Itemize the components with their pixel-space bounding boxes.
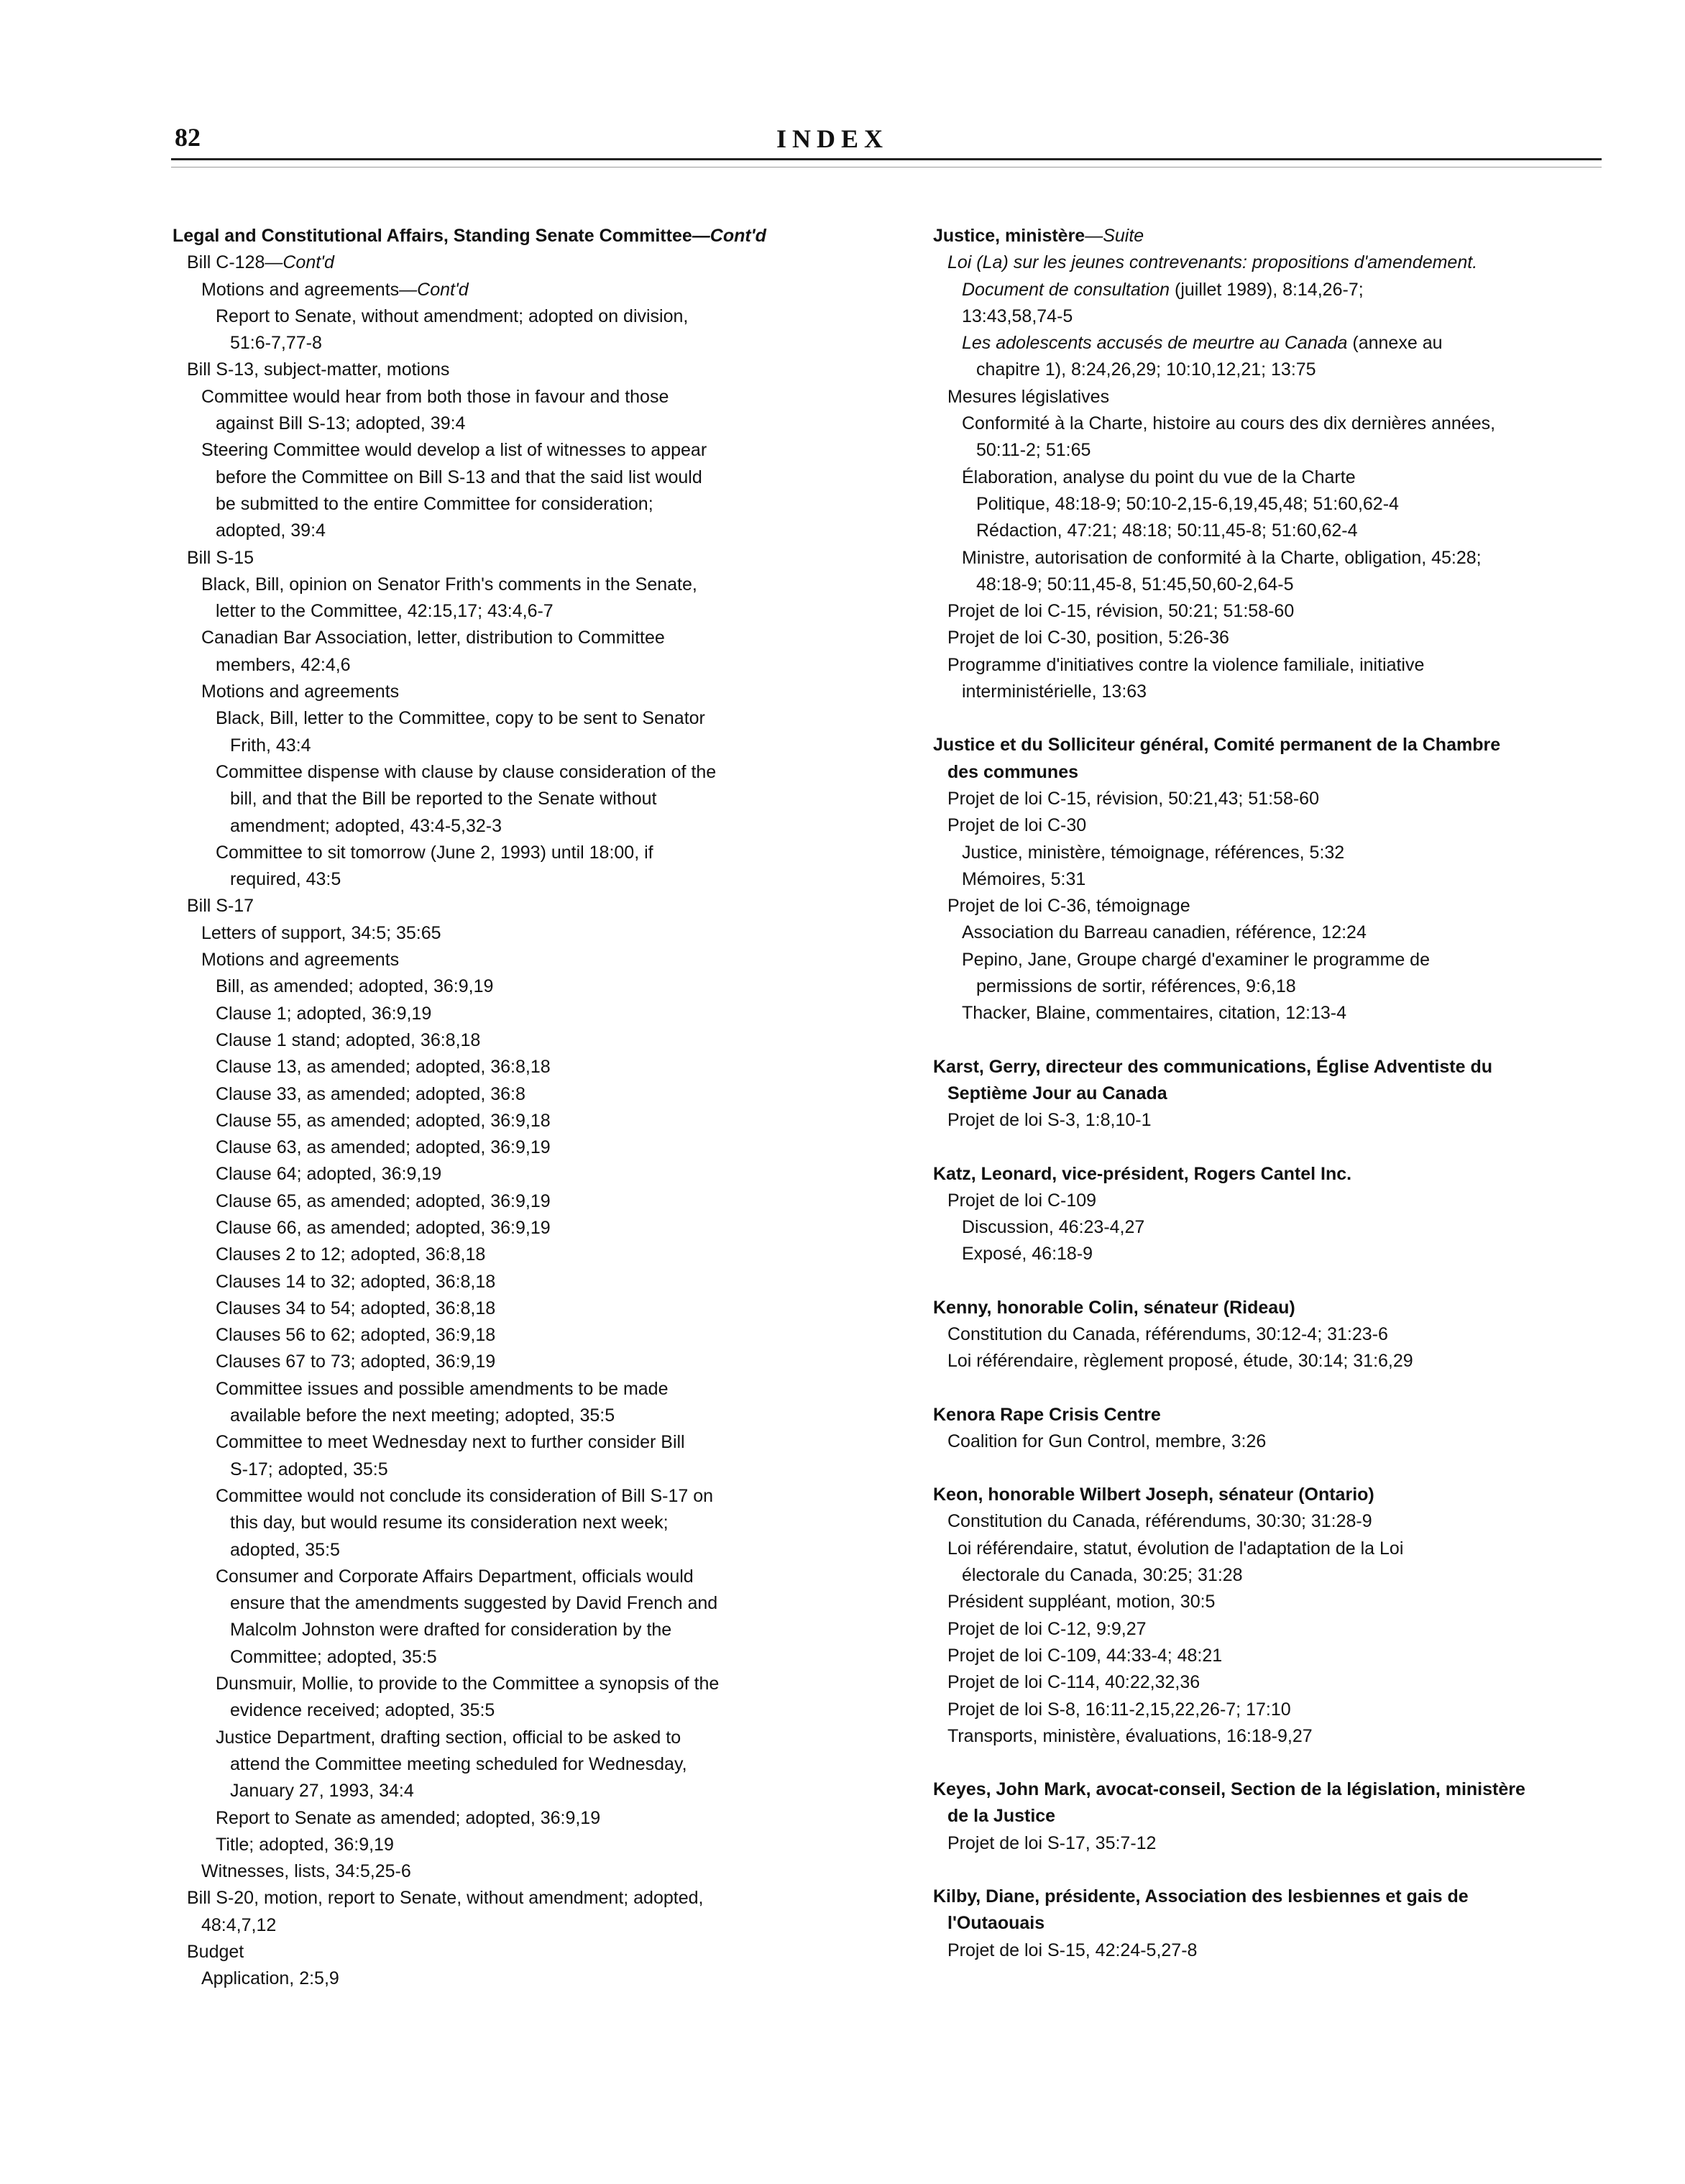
index-text: Clauses 67 to 73; adopted, 36:9,19 — [216, 1352, 496, 1372]
index-subentry — [173, 1161, 848, 1188]
index-text: —Cont'd — [265, 252, 334, 273]
index-text: Steering Committee would develop a list of witnesses to appear — [201, 440, 707, 461]
index-text: against Bill S-13; adopted, 39:4 — [216, 413, 466, 434]
index-text: January 27, 1993, 34:4 — [230, 1781, 414, 1802]
index-text: Clause 64; adopted, 36:9,19 — [216, 1164, 442, 1185]
index-text: S-17; adopted, 35:5 — [230, 1459, 388, 1479]
index-text: Projet de loi S-3, 1:8,10-1 — [947, 1110, 1152, 1131]
index-text: —Cont'd — [692, 226, 766, 246]
index-subentry — [933, 1589, 1602, 1615]
index-subentry — [933, 625, 1602, 651]
index-text: Élaboration, analyse du point du vue de la Charte — [962, 467, 1356, 487]
index-text: Application, 2:5,9 — [201, 1968, 339, 1989]
index-text: 48:4,7,12 — [201, 1914, 277, 1935]
index-heading — [933, 1776, 1602, 1803]
index-subentry — [173, 786, 848, 812]
index-text: Conformité à la Charte, histoire au cours des dix dernières années, — [962, 413, 1496, 434]
index-subentry — [173, 1912, 848, 1939]
index-text: Projet de loi C-30, position, 5:26-36 — [947, 628, 1229, 648]
index-heading — [933, 223, 1602, 249]
index-subentry — [173, 840, 848, 866]
index-subentry — [933, 679, 1602, 705]
index-subentry — [933, 893, 1602, 919]
index-text: Projet de loi C-36, témoignage — [947, 896, 1190, 917]
index-text: Clause 65, as amended; adopted, 36:9,19 — [216, 1190, 551, 1211]
index-text: Kenora Rape Crisis Centre — [933, 1404, 1161, 1425]
index-text: Pepino, Jane, Groupe chargé d'examiner le programme de — [962, 949, 1430, 970]
index-text: (juillet 1989), 8:14,26-7; — [1170, 279, 1364, 300]
index-subentry — [933, 464, 1602, 491]
index-subentry — [173, 625, 848, 651]
index-subentry — [173, 1322, 848, 1349]
index-text: Clauses 34 to 54; adopted, 36:8,18 — [216, 1298, 496, 1318]
index-heading — [933, 732, 1602, 758]
entry-spacer — [933, 705, 1602, 732]
index-text: Projet de loi C-109, 44:33-4; 48:21 — [947, 1645, 1223, 1666]
index-text: bill, and that the Bill be reported to the Senate without — [230, 789, 657, 809]
index-subentry — [173, 491, 848, 518]
index-text: Clauses 14 to 32; adopted, 36:8,18 — [216, 1271, 496, 1292]
index-subentry — [933, 652, 1602, 679]
index-text: Discussion, 46:23-4,27 — [962, 1217, 1145, 1238]
index-subentry — [933, 1107, 1602, 1134]
index-text: Les adolescents accusés de meurtre au Canada — [962, 333, 1348, 354]
index-text: (annexe au — [1347, 333, 1443, 354]
header-rule-thin — [171, 167, 1602, 168]
index-text: Committee to meet Wednesday next to further consider Bill — [216, 1432, 685, 1453]
index-text: Rédaction, 47:21; 48:18; 50:11,45-8; 51:60,62-4 — [976, 520, 1358, 541]
index-text: Bill C-128 — [187, 252, 265, 273]
index-subentry — [173, 1537, 848, 1564]
index-subentry — [933, 598, 1602, 625]
index-column-right — [933, 223, 1602, 1964]
entry-spacer — [933, 1375, 1602, 1402]
index-subentry — [933, 491, 1602, 518]
index-subentry — [173, 1725, 848, 1751]
index-subentry — [173, 1564, 848, 1590]
index-text: Kilby, Diane, présidente, Association des lesbiennes et gais de — [933, 1886, 1469, 1907]
index-subentry — [173, 759, 848, 786]
index-text: Motions and agreements — [201, 682, 400, 702]
index-subentry — [933, 1080, 1602, 1107]
index-text: Bill S-13, subject-matter, motions — [187, 359, 450, 380]
index-subentry — [933, 1214, 1602, 1241]
index-subentry — [173, 249, 848, 276]
index-text: —Suite — [1085, 226, 1144, 246]
index-text: Politique, 48:18-9; 50:10-2,15-6,19,45,48; 51:60,62-4 — [976, 493, 1399, 514]
index-text: attend the Committee meeting scheduled for Wednesday, — [230, 1753, 687, 1774]
index-subentry — [173, 705, 848, 732]
entry-spacer — [933, 1134, 1602, 1161]
index-subentry — [173, 464, 848, 491]
index-text: Committee issues and possible amendments to be made — [216, 1378, 669, 1399]
index-text: Transports, ministère, évaluations, 16:18-9,27 — [947, 1725, 1313, 1746]
index-subentry — [173, 1054, 848, 1080]
index-text: adopted, 35:5 — [230, 1539, 340, 1560]
index-text: Bill S-20, motion, report to Senate, without amendment; adopted, — [187, 1888, 704, 1909]
index-text: des communes — [947, 761, 1079, 782]
index-subentry — [173, 545, 848, 572]
index-text: Black, Bill, opinion on Senator Frith's comments in the Senate, — [201, 574, 697, 595]
index-text: Legal and Constitutional Affairs, Standing Senate Committee — [173, 226, 692, 246]
index-text: Canadian Bar Association, letter, distribution to Committee — [201, 628, 665, 648]
index-subentry — [933, 1562, 1602, 1589]
index-text: Clause 63, as amended; adopted, 36:9,19 — [216, 1137, 551, 1158]
index-subentry — [173, 277, 848, 303]
index-subentry — [173, 1001, 848, 1027]
index-text: 13:43,58,74-5 — [962, 306, 1073, 326]
index-text: Clause 55, as amended; adopted, 36:9,18 — [216, 1110, 551, 1131]
entry-spacer — [933, 1750, 1602, 1776]
index-text: Bill S-15 — [187, 547, 254, 568]
index-text: Projet de loi C-15, révision, 50:21,43; 51:58-60 — [947, 788, 1319, 809]
index-heading — [933, 1161, 1602, 1188]
index-text: adopted, 39:4 — [216, 520, 326, 541]
index-subentry — [173, 973, 848, 1000]
index-subentry — [933, 384, 1602, 410]
index-subentry — [933, 759, 1602, 786]
index-heading — [933, 1054, 1602, 1080]
index-subentry — [173, 572, 848, 598]
index-text: Justice, ministère, témoignage, références, 5:32 — [962, 842, 1345, 863]
index-text: l'Outaouais — [947, 1913, 1045, 1934]
index-subentry — [173, 437, 848, 464]
index-subentry — [173, 1108, 848, 1134]
index-subentry — [933, 1536, 1602, 1562]
index-subentry — [933, 1937, 1602, 1964]
index-subentry — [933, 545, 1602, 572]
index-text: before the Committee on Bill S-13 and that the said list would — [216, 467, 702, 487]
index-subentry — [933, 1428, 1602, 1455]
index-text: Clause 66, as amended; adopted, 36:9,19 — [216, 1217, 551, 1238]
index-text: letter to the Committee, 42:15,17; 43:4,6-7 — [216, 601, 554, 622]
index-subentry — [933, 1321, 1602, 1348]
index-subentry — [933, 840, 1602, 866]
index-subentry — [173, 330, 848, 357]
index-text: Keon, honorable Wilbert Joseph, sénateur (Ontario) — [933, 1485, 1374, 1505]
index-subentry — [173, 1832, 848, 1858]
index-subentry — [173, 1134, 848, 1161]
index-text: evidence received; adopted, 35:5 — [230, 1700, 495, 1721]
index-subentry — [933, 357, 1602, 383]
index-subentry — [173, 1590, 848, 1617]
index-text: Justice Department, drafting section, official to be asked to — [216, 1727, 681, 1748]
index-column-left — [173, 223, 848, 1993]
index-text: Consumer and Corporate Affairs Department, officials would — [216, 1566, 694, 1587]
index-subentry — [173, 679, 848, 705]
index-subentry — [933, 1910, 1602, 1937]
index-text: Thacker, Blaine, commentaires, citation, 12:13-4 — [962, 1003, 1346, 1024]
index-text: members, 42:4,6 — [216, 654, 351, 675]
index-text: Keyes, John Mark, avocat-conseil, Section de la législation, ministère — [933, 1779, 1525, 1800]
index-subentry — [173, 1939, 848, 1965]
index-subentry — [173, 1885, 848, 1912]
index-subentry — [173, 303, 848, 330]
index-text: 51:6-7,77-8 — [230, 333, 322, 354]
index-subentry — [173, 1295, 848, 1322]
index-text: Motions and agreements — [201, 279, 400, 300]
index-subentry — [933, 1803, 1602, 1830]
index-heading — [933, 1402, 1602, 1428]
index-subentry — [173, 1403, 848, 1429]
index-subentry — [933, 1830, 1602, 1857]
index-text: Document de consultation — [962, 279, 1170, 300]
index-text: Clause 33, as amended; adopted, 36:8 — [216, 1083, 525, 1104]
index-text: required, 43:5 — [230, 869, 341, 890]
index-text: Mesures législatives — [947, 386, 1110, 407]
index-subentry — [173, 410, 848, 437]
index-text: Committee dispense with clause by clause consideration of the — [216, 761, 717, 782]
index-subentry — [933, 1241, 1602, 1267]
index-text: Projet de loi C-30 — [947, 815, 1087, 836]
index-subentry — [173, 1751, 848, 1778]
index-text: Loi référendaire, règlement proposé, étude, 30:14; 31:6,29 — [947, 1351, 1413, 1372]
index-text: Président suppléant, motion, 30:5 — [947, 1592, 1216, 1612]
index-text: Loi référendaire, statut, évolution de l'adaptation de la Loi — [947, 1538, 1404, 1559]
entry-spacer — [933, 1857, 1602, 1884]
index-subentry — [933, 410, 1602, 437]
index-text: Motions and agreements — [201, 950, 400, 971]
index-subentry — [933, 1616, 1602, 1643]
index-text: permissions de sortir, références, 9:6,18 — [976, 976, 1296, 997]
index-subentry — [933, 303, 1602, 330]
page-number: 82 — [175, 123, 201, 152]
index-text: chapitre 1), 8:24,26,29; 10:10,12,21; 13:75 — [976, 359, 1316, 380]
index-text: Committee; adopted, 35:5 — [230, 1646, 437, 1667]
index-subentry — [173, 866, 848, 893]
index-text: Clause 13, as amended; adopted, 36:8,18 — [216, 1057, 551, 1078]
index-subentry — [933, 572, 1602, 598]
index-text: Constitution du Canada, référendums, 30:12-4; 31:23-6 — [947, 1323, 1388, 1344]
index-subentry — [173, 1456, 848, 1483]
index-heading — [933, 1884, 1602, 1910]
index-text: Committee would hear from both those in favour and those — [201, 386, 669, 407]
index-subentry — [173, 1269, 848, 1295]
index-subentry — [173, 1215, 848, 1242]
index-text: Loi (La) sur les jeunes contrevenants: propositions d'amendement. — [947, 252, 1478, 273]
index-text: Karst, Gerry, directeur des communications, Église Adventiste du — [933, 1056, 1493, 1077]
index-subentry — [173, 1242, 848, 1268]
index-text: Association du Barreau canadien, référence, 12:24 — [962, 922, 1367, 943]
index-text: Clauses 2 to 12; adopted, 36:8,18 — [216, 1244, 486, 1265]
index-text: Letters of support, 34:5; 35:65 — [201, 922, 441, 943]
index-text: électorale du Canada, 30:25; 31:28 — [962, 1565, 1243, 1586]
index-text: this day, but would resume its consideration next week; — [230, 1513, 669, 1533]
index-subentry — [173, 893, 848, 919]
index-subentry — [933, 947, 1602, 973]
index-subentry — [173, 1429, 848, 1456]
index-subentry — [173, 920, 848, 947]
index-text: Septième Jour au Canada — [947, 1083, 1167, 1104]
index-subentry — [933, 786, 1602, 812]
index-text: ensure that the amendments suggested by David French and — [230, 1593, 718, 1614]
entry-spacer — [933, 1455, 1602, 1482]
index-subentry — [173, 1188, 848, 1215]
index-subentry — [173, 813, 848, 840]
index-subentry — [173, 1027, 848, 1054]
index-text: Clause 1; adopted, 36:9,19 — [216, 1003, 432, 1024]
index-text: interministérielle, 13:63 — [962, 682, 1147, 702]
index-subentry — [933, 518, 1602, 544]
index-subentry — [933, 866, 1602, 893]
index-subentry — [173, 518, 848, 544]
index-text: Dunsmuir, Mollie, to provide to the Committee a synopsis of the — [216, 1674, 720, 1694]
index-heading — [933, 1295, 1602, 1321]
index-subentry — [173, 652, 848, 679]
index-subentry — [173, 1778, 848, 1804]
index-text: be submitted to the entire Committee for consideration; — [216, 493, 653, 514]
index-subentry — [933, 1508, 1602, 1535]
index-text: Projet de loi C-12, 9:9,27 — [947, 1618, 1147, 1639]
index-text: Projet de loi C-114, 40:22,32,36 — [947, 1672, 1200, 1693]
index-text: Katz, Leonard, vice-président, Rogers Cantel Inc. — [933, 1163, 1352, 1184]
index-subentry — [173, 1510, 848, 1536]
index-subentry — [933, 1000, 1602, 1027]
index-text: available before the next meeting; adopted, 35:5 — [230, 1405, 615, 1426]
index-text: Justice et du Solliciteur général, Comité permanent de la Chambre — [933, 735, 1501, 756]
index-subentry — [173, 1483, 848, 1510]
index-subentry — [933, 812, 1602, 839]
index-text: Black, Bill, letter to the Committee, copy to be sent to Senator — [216, 708, 705, 729]
index-text: 50:11-2; 51:65 — [976, 440, 1091, 461]
index-text: Bill, as amended; adopted, 36:9,19 — [216, 976, 494, 997]
index-subentry — [173, 1671, 848, 1697]
index-subentry — [173, 1376, 848, 1403]
index-text: Report to Senate as amended; adopted, 36:9,19 — [216, 1807, 601, 1828]
index-text: Committee would not conclude its consideration of Bill S-17 on — [216, 1485, 714, 1506]
index-text: Budget — [187, 1942, 244, 1962]
index-subentry — [173, 357, 848, 383]
index-text: amendment; adopted, 43:4-5,32-3 — [230, 815, 502, 836]
header-rule — [171, 158, 1602, 160]
index-subentry — [933, 1348, 1602, 1375]
index-subentry — [173, 1617, 848, 1643]
index-text: Projet de loi S-15, 42:24-5,27-8 — [947, 1940, 1198, 1960]
entry-spacer — [933, 1268, 1602, 1295]
index-subentry — [173, 1697, 848, 1724]
entry-spacer — [933, 1027, 1602, 1054]
index-text: Clause 1 stand; adopted, 36:8,18 — [216, 1029, 481, 1050]
index-subentry — [933, 1188, 1602, 1214]
index-text: Frith, 43:4 — [230, 735, 311, 756]
index-text: Mémoires, 5:31 — [962, 868, 1086, 889]
index-text: Projet de loi S-17, 35:7-12 — [947, 1832, 1157, 1853]
index-text: Programme d'initiatives contre la violence familiale, initiative — [947, 654, 1425, 675]
index-text: —Cont'd — [399, 279, 469, 300]
index-text: Committee to sit tomorrow (June 2, 1993) until 18:00, if — [216, 842, 653, 863]
index-text: Ministre, autorisation de conformité à la Charte, obligation, 45:28; — [962, 547, 1482, 568]
index-text: Projet de loi S-8, 16:11-2,15,22,26-7; 17:10 — [947, 1699, 1291, 1720]
index-subentry — [173, 1965, 848, 1992]
index-text: Report to Senate, without amendment; adopted on division, — [216, 306, 689, 326]
index-text: Title; adopted, 36:9,19 — [216, 1834, 394, 1855]
index-subentry — [173, 733, 848, 759]
page-title: INDEX — [776, 124, 889, 153]
index-subentry — [173, 1805, 848, 1832]
index-subentry — [933, 1723, 1602, 1750]
index-subentry — [933, 1643, 1602, 1669]
index-subentry — [933, 277, 1602, 303]
index-subentry — [933, 330, 1602, 357]
index-subentry — [173, 947, 848, 973]
index-text: Exposé, 46:18-9 — [962, 1244, 1093, 1265]
index-subentry — [173, 1349, 848, 1375]
index-text: Clauses 56 to 62; adopted, 36:9,18 — [216, 1325, 496, 1346]
index-subentry — [173, 598, 848, 625]
index-subentry — [933, 919, 1602, 946]
index-text: Projet de loi C-109 — [947, 1190, 1097, 1211]
index-text: de la Justice — [947, 1806, 1056, 1827]
index-text: Kenny, honorable Colin, sénateur (Rideau) — [933, 1297, 1295, 1318]
index-subentry — [933, 973, 1602, 1000]
index-text: Projet de loi C-15, révision, 50:21; 51:58-60 — [947, 601, 1295, 622]
index-subentry — [933, 1697, 1602, 1723]
index-subentry — [173, 1081, 848, 1108]
index-subentry — [173, 1644, 848, 1671]
index-text: Malcolm Johnston were drafted for consideration by the — [230, 1620, 672, 1641]
index-text: 48:18-9; 50:11,45-8, 51:45,50,60-2,64-5 — [976, 574, 1294, 595]
index-heading — [173, 223, 848, 249]
index-text: Justice, ministère — [933, 226, 1085, 246]
index-text: Coalition for Gun Control, membre, 3:26 — [947, 1431, 1267, 1451]
index-subentry — [933, 437, 1602, 464]
index-subentry — [173, 384, 848, 410]
index-subentry — [933, 1669, 1602, 1696]
index-text: Bill S-17 — [187, 896, 254, 917]
index-text: Constitution du Canada, référendums, 30:30; 31:28-9 — [947, 1511, 1372, 1532]
index-text: Witnesses, lists, 34:5,25-6 — [201, 1861, 411, 1882]
index-subentry — [173, 1858, 848, 1885]
index-subentry — [933, 249, 1602, 276]
index-heading — [933, 1482, 1602, 1508]
